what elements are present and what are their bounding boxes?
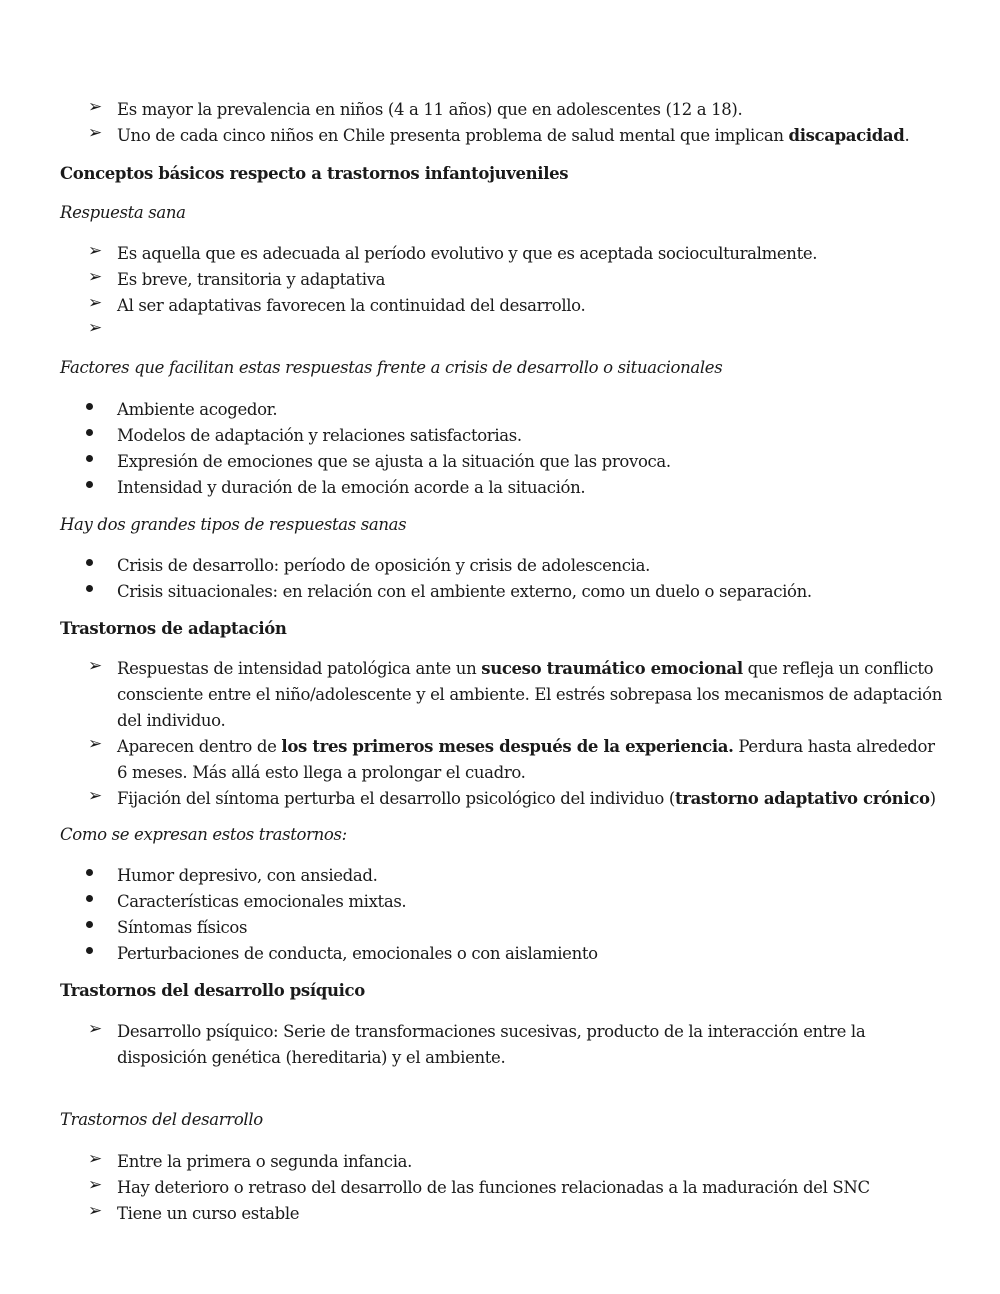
section-heading: Conceptos básicos respecto a trastornos infantojuveniles [60,164,569,183]
arrow-bullet-icon: ➢ [88,241,103,261]
subheading: Respuesta sana [60,203,186,222]
list-item: Ambiente acogedor. [117,400,278,419]
list-item: Síntomas físicos [117,918,248,937]
bullet-dot-icon [86,423,106,442]
bullet-dot-icon [86,915,106,934]
list-item: Perturbaciones de conducta, emocionales o con aislamiento [117,944,598,963]
bullet-dot-icon [86,475,106,494]
list-item: Respuestas de intensidad patológica ante un suceso traumático emocional que refleja un conflicto consciente entre el niño/adolescente y el ambiente. El estrés sobrepasa los mecanismos de adaptación del individuo. [117,659,942,730]
bullet-dot-icon [86,579,106,598]
section-heading: Trastornos de adaptación [60,619,287,638]
list-item: Humor depresivo, con ansiedad. [117,866,378,885]
bullet-dot-icon [86,863,106,882]
list-item: Entre la primera o segunda infancia. [117,1152,413,1171]
arrow-bullet-icon: ➢ [88,1019,103,1039]
arrow-bullet-icon: ➢ [88,786,103,806]
arrow-bullet-icon: ➢ [88,267,103,287]
arrow-bullet-icon: ➢ [88,734,103,754]
arrow-bullet-icon: ➢ [88,656,103,676]
list-item: Es aquella que es adecuada al período evolutivo y que es aceptada socioculturalmente. [117,244,818,263]
list-item: Fijación del síntoma perturba el desarrollo psicológico del individuo (trastorno adaptativo crónico) [117,789,936,808]
list-item: Al ser adaptativas favorecen la continuidad del desarrollo. [117,296,586,315]
list-item: Características emocionales mixtas. [117,892,407,911]
subheading: Hay dos grandes tipos de respuestas sanas [60,515,407,534]
list-item: Tiene un curso estable [117,1204,300,1223]
list-item: Es mayor la prevalencia en niños (4 a 11 años) que en adolescentes (12 a 18). [117,100,743,119]
subheading: Como se expresan estos trastornos: [60,825,347,844]
bullet-dot-icon [86,889,106,908]
arrow-bullet-icon: ➢ [88,318,103,338]
subheading: Factores que facilitan estas respuestas frente a crisis de desarrollo o situacionales [60,358,723,377]
arrow-bullet-icon: ➢ [88,1149,103,1169]
section-heading: Trastornos del desarrollo psíquico [60,981,365,1000]
list-item: Expresión de emociones que se ajusta a la situación que las provoca. [117,452,671,471]
bullet-dot-icon [86,941,106,960]
arrow-bullet-icon: ➢ [88,293,103,313]
arrow-bullet-icon: ➢ [88,123,103,143]
bullet-dot-icon [86,449,106,468]
bullet-dot-icon [86,397,106,416]
list-item: Es breve, transitoria y adaptativa [117,270,386,289]
subheading: Trastornos del desarrollo [60,1110,263,1129]
list-item: Aparecen dentro de los tres primeros meses después de la experiencia. Perdura hasta alrededor 6 meses. Más allá esto llega a prolongar el cuadro. [117,737,935,782]
arrow-bullet-icon: ➢ [88,1175,103,1195]
list-item: Uno de cada cinco niños en Chile presenta problema de salud mental que implican discapacidad. [117,126,910,145]
list-item: Hay deterioro o retraso del desarrollo de las funciones relacionadas a la maduración del SNC [117,1178,870,1197]
arrow-bullet-icon: ➢ [88,1201,103,1221]
list-item: Crisis situacionales: en relación con el ambiente externo, como un duelo o separación. [117,582,812,601]
list-item: Desarrollo psíquico: Serie de transformaciones sucesivas, producto de la interacción entre la disposición genética (hereditaria) y el ambiente. [117,1022,866,1067]
list-item: Crisis de desarrollo: período de oposición y crisis de adolescencia. [117,556,650,575]
arrow-bullet-icon: ➢ [88,97,103,117]
bullet-dot-icon [86,553,106,572]
list-item: Modelos de adaptación y relaciones satisfactorias. [117,426,522,445]
list-item: Intensidad y duración de la emoción acorde a la situación. [117,478,586,497]
